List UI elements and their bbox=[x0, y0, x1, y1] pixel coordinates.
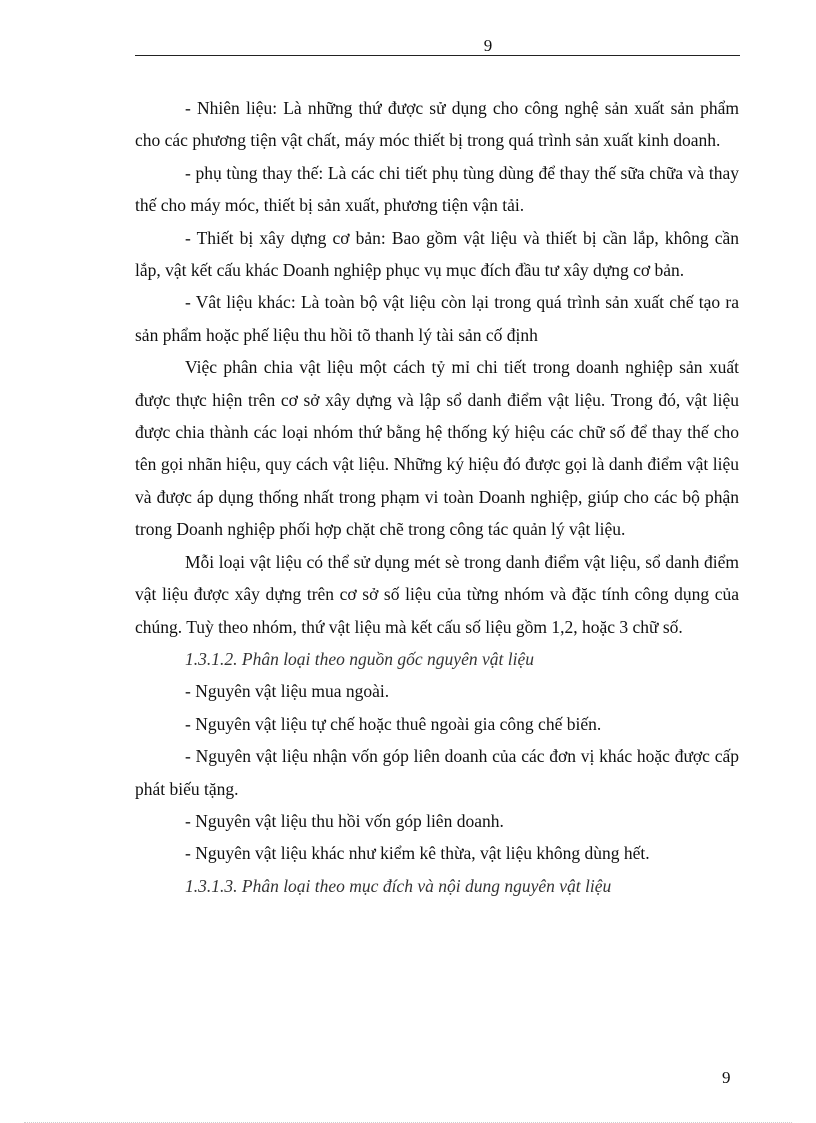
list-item-joint-venture: - Nguyên vật liệu nhận vốn góp liên doanh của các đơn vị khác hoặc được cấp phát biếu tặng. bbox=[135, 746, 739, 799]
list-item-self-made: - Nguyên vật liệu tự chế hoặc thuê ngoài gia công chế biến. bbox=[185, 713, 602, 734]
paragraph-material-classification: Việc phân chia vật liệu một cách tỷ mỉ chi tiết trong doanh nghiệp sản xuất được thực hiện trên cơ sở xây dựng và lập sổ danh điểm vật liệu. Trong đó, vật liệu được chia thành các loại nhóm thứ bằng hệ thống ký hiệu các chữ số để thay thế cho tên gọi nhãn hiệu, quy cách vật liệu. Những ký hiệu đó được gọi là danh điểm vật liệu và được áp dụng thống nhất trong phạm vi toàn Doanh nghiệp, giúp cho các bộ phận trong Doanh nghiệp phối hợp chặt chẽ trong công tác quản lý vật liệu. bbox=[135, 357, 739, 540]
list-item-recovered: - Nguyên vật liệu thu hồi vốn góp liên doanh. bbox=[185, 810, 504, 831]
header-rule bbox=[135, 55, 740, 56]
section-heading-origin: 1.3.1.2. Phân loại theo nguồn gốc nguyên vật liệu bbox=[185, 648, 534, 669]
header-page-number: 9 bbox=[483, 36, 493, 55]
paragraph-other-materials: - Vât liệu khác: Là toàn bộ vật liệu còn lại trong quá trình sản xuất chế tạo ra sản phẩm hoặc phế liệu thu hồi tõ thanh lý tài sản cố định bbox=[135, 292, 739, 345]
document-body bbox=[135, 92, 739, 902]
paragraph-fuel: - Nhiên liệu: Là những thứ được sử dụng cho công nghệ sản xuất sản phẩm cho các phương tiện vật chất, máy móc thiết bị trong quá trình sản xuất kinh doanh. bbox=[135, 98, 739, 151]
footer-page-number: 9 bbox=[722, 1068, 731, 1087]
paragraph-material-codes: Mỗi loại vật liệu có thể sử dụng mét sè trong danh điểm vật liệu, sổ danh điểm vật liệu được xây dựng trên cơ sở số liệu của từng nhóm và đặc tính công dụng của chúng. Tuỳ theo nhóm, thứ vật liệu mà kết cấu số liệu gồm 1,2, hoặc 3 chữ số. bbox=[135, 551, 739, 637]
list-item-purchased: - Nguyên vật liệu mua ngoài. bbox=[185, 681, 390, 702]
section-heading-purpose: 1.3.1.3. Phân loại theo mục đích và nội dung nguyên vật liệu bbox=[185, 875, 612, 896]
list-item-other: - Nguyên vật liệu khác như kiểm kê thừa, vật liệu không dùng hết. bbox=[185, 843, 650, 864]
paragraph-spare-parts: - phụ tùng thay thế: Là các chi tiết phụ tùng dùng để thay thế sữa chữa và thay thế cho máy móc, thiết bị sản xuất, phương tiện vận tải. bbox=[135, 162, 739, 216]
paragraph-construction-equipment: - Thiết bị xây dựng cơ bản: Bao gồm vật liệu và thiết bị cần lắp, không cần lắp, vật kết cấu khác Doanh nghiệp phục vụ mục đích đầu tư xây dựng cơ bản. bbox=[135, 227, 739, 281]
